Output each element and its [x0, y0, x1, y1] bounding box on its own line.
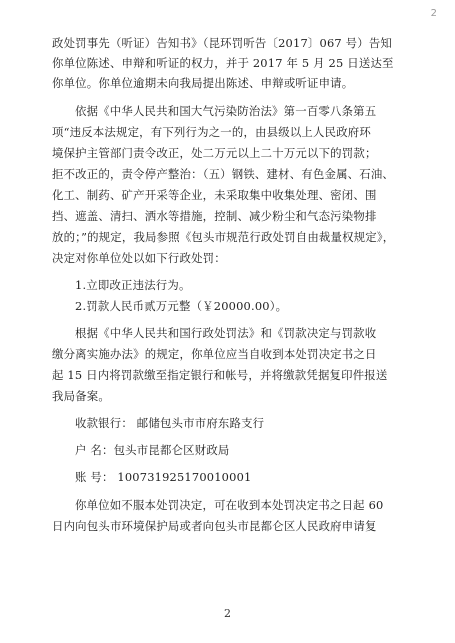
account-number-line: 账 号： 100731925170010001	[75, 470, 252, 484]
text-line: 起 15 日内将罚款缴至指定银行和帐号，并将缴款凭据复印件报送	[52, 368, 388, 382]
corner-mark: 2	[430, 8, 437, 19]
page-number: 2	[224, 607, 231, 620]
text-line: 挡、遮盖、清扫、洒水等措施，控制、减少粉尘和气态污染物排	[52, 209, 377, 223]
text-line: 依据《中华人民共和国大气污染防治法》第一百零八条第五	[75, 104, 377, 118]
bank-name-line: 收款银行： 邮储包头市市府东路支行	[75, 416, 265, 430]
text-line: 你单位陈述、申辩和听证的权力，并于 2017 年 5 月 25 日送达至	[52, 56, 394, 70]
text-line: 我局备案。	[52, 389, 110, 403]
account-holder-line: 户 名：包头市昆都仑区财政局	[75, 443, 230, 457]
text-line: 放的；”的规定，我局参照《包头市规范行政处罚自由裁量权规定》，	[52, 230, 395, 244]
text-line: 境保护主管部门责令改正，处二万元以上二十万元以下的罚款；	[52, 146, 377, 160]
text-line: 决定对你单位处以如下行政处罚：	[52, 251, 226, 265]
list-item: 1.立即改正违法行为。	[75, 278, 191, 292]
text-line: 缴分离实施办法》的规定，你单位应当自收到本处罚决定书之日	[52, 347, 377, 361]
text-line: 你单位如不服本处罚决定，可在收到本处罚决定书之日起 60	[75, 498, 384, 512]
list-item: 2.罚款人民币贰万元整（￥20000.00）。	[75, 299, 288, 313]
text-line: 拒不改正的，责令停产整治：（五）钢铁、建材、有色金属、石油、	[52, 167, 395, 181]
text-line: 你单位。你单位逾期未向我局提出陈述、申辩或听证申请。	[52, 76, 354, 90]
text-line: 政处罚事先（听证）告知书》（昆环罚听告〔2017〕067 号）告知	[52, 36, 393, 50]
text-line: 日内向包头市环境保护局或者向包头市昆都仑区人民政府申请复	[52, 519, 377, 533]
text-line: 项“违反本法规定，有下列行为之一的，由县级以上人民政府环	[52, 125, 371, 139]
text-line: 根据《中华人民共和国行政处罚法》和《罚款决定与罚款收	[75, 326, 377, 340]
text-line: 化工、制药、矿产开采等企业，未采取集中收集处理、密闭、围	[52, 188, 377, 202]
